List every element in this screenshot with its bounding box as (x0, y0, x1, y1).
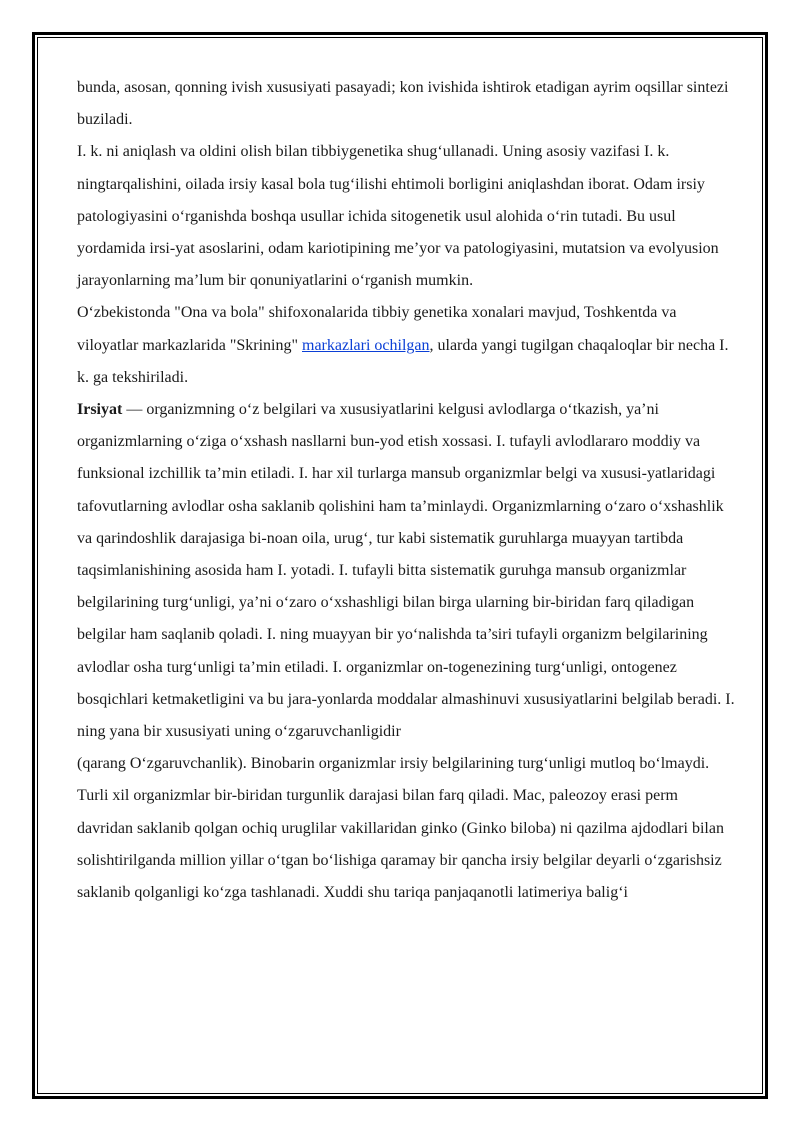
paragraph-2: I. k. ni aniqlash va oldini olish bilan tibbiygenetika shug‘ullanadi. Uning asosiy vazifasi I. k. ningtarqalishini, oilada irsiy kasal bola tug‘ilishi ehtimoli borligini aniqlashdan iborat. Odam irsiy patologiyasini o‘rganishda boshqa usullar ichida sitogenetik usul alohida o‘rin tutadi. Bu usul yordamida irsi-yat asoslarini, odam kariotipining me’yor va patologiyasini, mutatsion va evolyusion jarayonlarning ma’lum bir qonuniyatlarini o‘rganish mumkin. (77, 143, 719, 290)
paragraph-3-text-after: , ularda yangi tugilgan chaqaloqlar bir necha I. k. ga tekshiriladi. (77, 336, 729, 386)
paragraph-5: (qarang O‘zgaruvchanlik). Binobarin organizmlar irsiy belgilarining turg‘unligi mutloq bo‘lmaydi. Turli xil organizmlar bir-biridan turgunlik darajasi bilan farq qiladi. Mac, paleozoy erasi perm davridan saklanib qolgan ochiq uruglilar vakillaridan ginko (Ginko biloba) ni qazilma ajdodlari bilan solishtirilganda million yillar o‘tgan bo‘lishiga qaramay bir qancha irsiy belgilar deyarli o‘zgarishsiz saklanib qolganligi ko‘zga tashlanadi. Xuddi shu tariqa panjaqanotli latimeriya balig‘i (77, 755, 724, 902)
paragraph-3-text-before: O‘zbekistonda "Ona va bola" shifoxonalarida tibbiy genetika xonalari mavjud, Toshkentda va viloyatlar markazlarida "Skrining" (77, 304, 677, 354)
screening-centers-link[interactable]: markazlari ochilgan (302, 336, 430, 354)
paragraph-4 (77, 394, 737, 748)
paragraph-1: bunda, asosan, qonning ivish xususiyati pasayadi; kon ivishida ishtirok etadigan ayrim oqsillar sintezi buziladi. (77, 79, 729, 129)
paragraph-4-text: — organizmning o‘z belgilari va xususiyatlarini kelgusi avlodlarga o‘tkazish, ya’ni organizmlarning o‘ziga o‘xshash nasllarni bun-yod etish xossasi. I. tufayli avlodlararo moddiy va funksional izchillik ta’min etiladi. I. har xil turlarga mansub organizmlar belgi va xususi-yatlaridagi tafovutlarning avlodlar osha saklanib qolishini ham ta’minlaydi. Organizmlarning o‘zaro o‘xshashlik va qarindoshlik darajasiga bi-noan oila, urug‘, tur kabi sistematik guruhlarga muayyan tartibda taqsimlanishining asosida ham I. yotadi. I. tufayli bitta sistematik guruhga mansub organizmlar belgilarining turg‘unligi, ya’ni o‘zaro o‘xshashligi bilan birga ularning bir-biridan farq qiladigan belgilar ham saqlanib qoladi. I. ning muayyan bir yo‘nalishda ta’siri tufayli organizm belgilarining avlodlar osha turg‘unligi ta’min etiladi. I. organizmlar on-togenezining turg‘unligi, ontogenez bosqichlari ketmaketligini va bu jara-yonlarda moddalar almashinuvi xususiyatlarini belgilab beradi. I. ning yana bir xususiyati uning o‘zgaruvchanligidir (77, 401, 735, 741)
term-irsiyat: Irsiyat (77, 401, 123, 419)
paragraph-3 (77, 297, 737, 394)
document-body (77, 72, 737, 909)
